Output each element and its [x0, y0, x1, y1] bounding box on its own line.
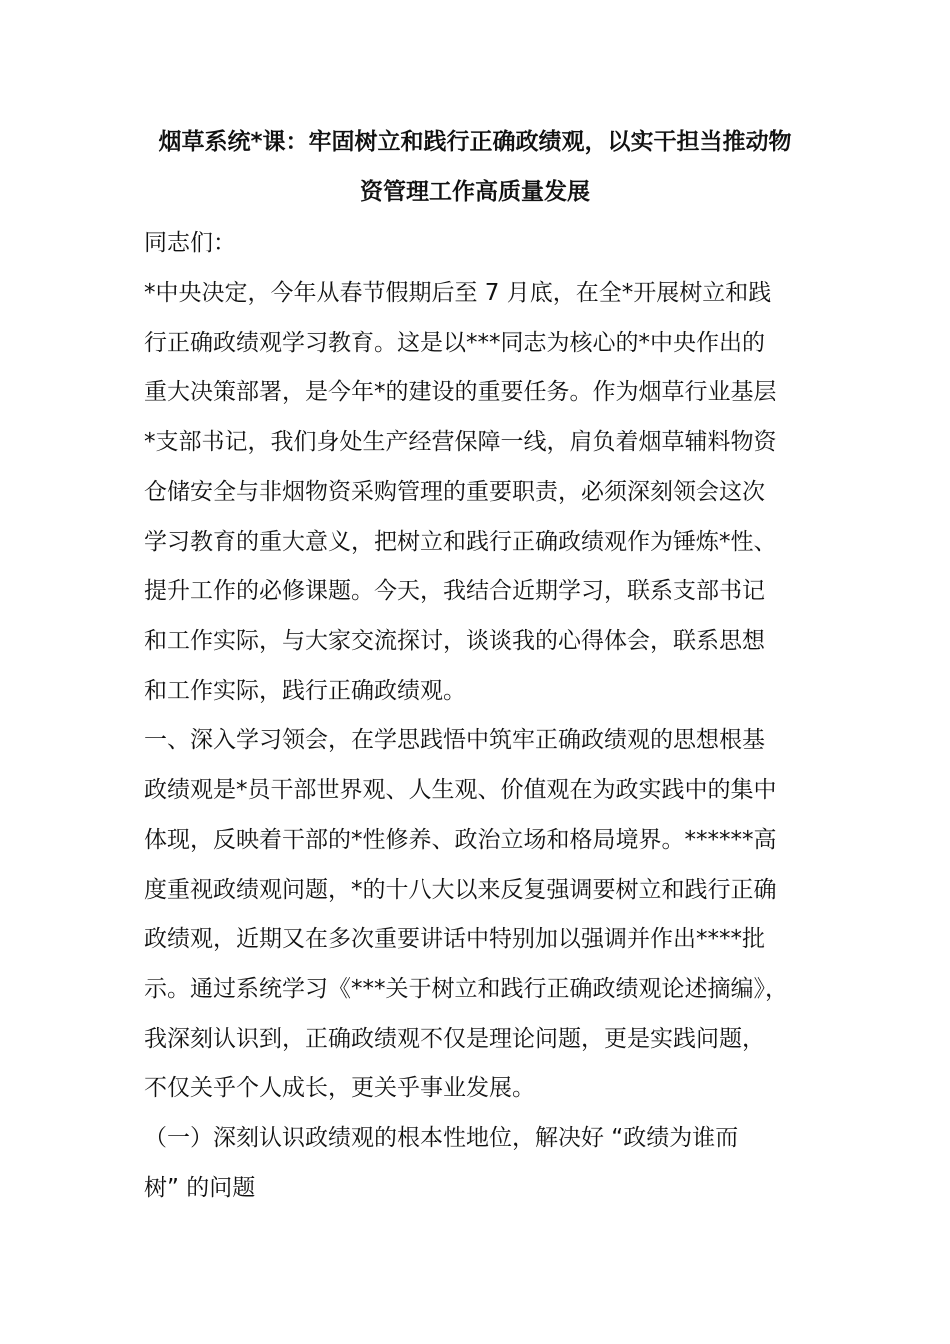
section-heading-1: 一、深入学习领会，在学思践悟中筑牢正确政绩观的思想根基 — [144, 727, 765, 753]
paragraph-line: 提升工作的必修课题。今天，我结合近期学习，联系支部书记 — [144, 578, 765, 604]
paragraph-line: 和工作实际，与大家交流探讨，谈谈我的心得体会，联系思想 — [144, 628, 765, 654]
paragraph-line: *支部书记，我们身处生产经营保障一线，肩负着烟草辅料物资 — [144, 429, 777, 455]
document-title-line-2: 资管理工作高质量发展 — [360, 179, 590, 205]
document-title-line-1: 烟草系统*课：牢固树立和践行正确政绩观，以实干担当推动物 — [158, 129, 792, 155]
paragraph-line: 我深刻认识到，正确政绩观不仅是理论问题，更是实践问题， — [144, 1026, 765, 1052]
paragraph-line: 学习教育的重大意义，把树立和践行正确政绩观作为锤炼*性、 — [144, 529, 777, 555]
paragraph-line: 重大决策部署，是今年*的建设的重要任务。作为烟草行业基层 — [144, 379, 777, 405]
paragraph-line: 政绩观是*员干部世界观、人生观、价值观在为政实践中的集中 — [144, 777, 777, 803]
paragraph-line: 不仅关乎个人成长，更关乎事业发展。 — [144, 1075, 535, 1101]
paragraph-line: *中央决定，今年从春节假期后至 7 月底，在全*开展树立和践 — [144, 280, 772, 306]
salutation: 同志们： — [144, 230, 236, 256]
paragraph-line: 示。通过系统学习《***关于树立和践行正确政绩观论述摘编》， — [144, 976, 788, 1002]
paragraph-line: 政绩观，近期又在多次重要讲话中特别加以强调并作出****批 — [144, 926, 765, 952]
paragraph-line: 度重视政绩观问题，*的十八大以来反复强调要树立和践行正确 — [144, 877, 777, 903]
paragraph-line: 和工作实际，践行正确政绩观。 — [144, 678, 466, 704]
paragraph-line: 仓储安全与非烟物资采购管理的重要职责，必须深刻领会这次 — [144, 479, 765, 505]
paragraph-line: 体现，反映着干部的*性修养、政治立场和格局境界。******高 — [144, 827, 777, 853]
subsection-heading-1-cont: 树” 的问题 — [144, 1175, 256, 1201]
subsection-heading-1: （一）深刻认识政绩观的根本性地位，解决好 “政绩为谁而 — [144, 1125, 739, 1151]
paragraph-line: 行正确政绩观学习教育。这是以***同志为核心的*中央作出的 — [144, 330, 765, 356]
